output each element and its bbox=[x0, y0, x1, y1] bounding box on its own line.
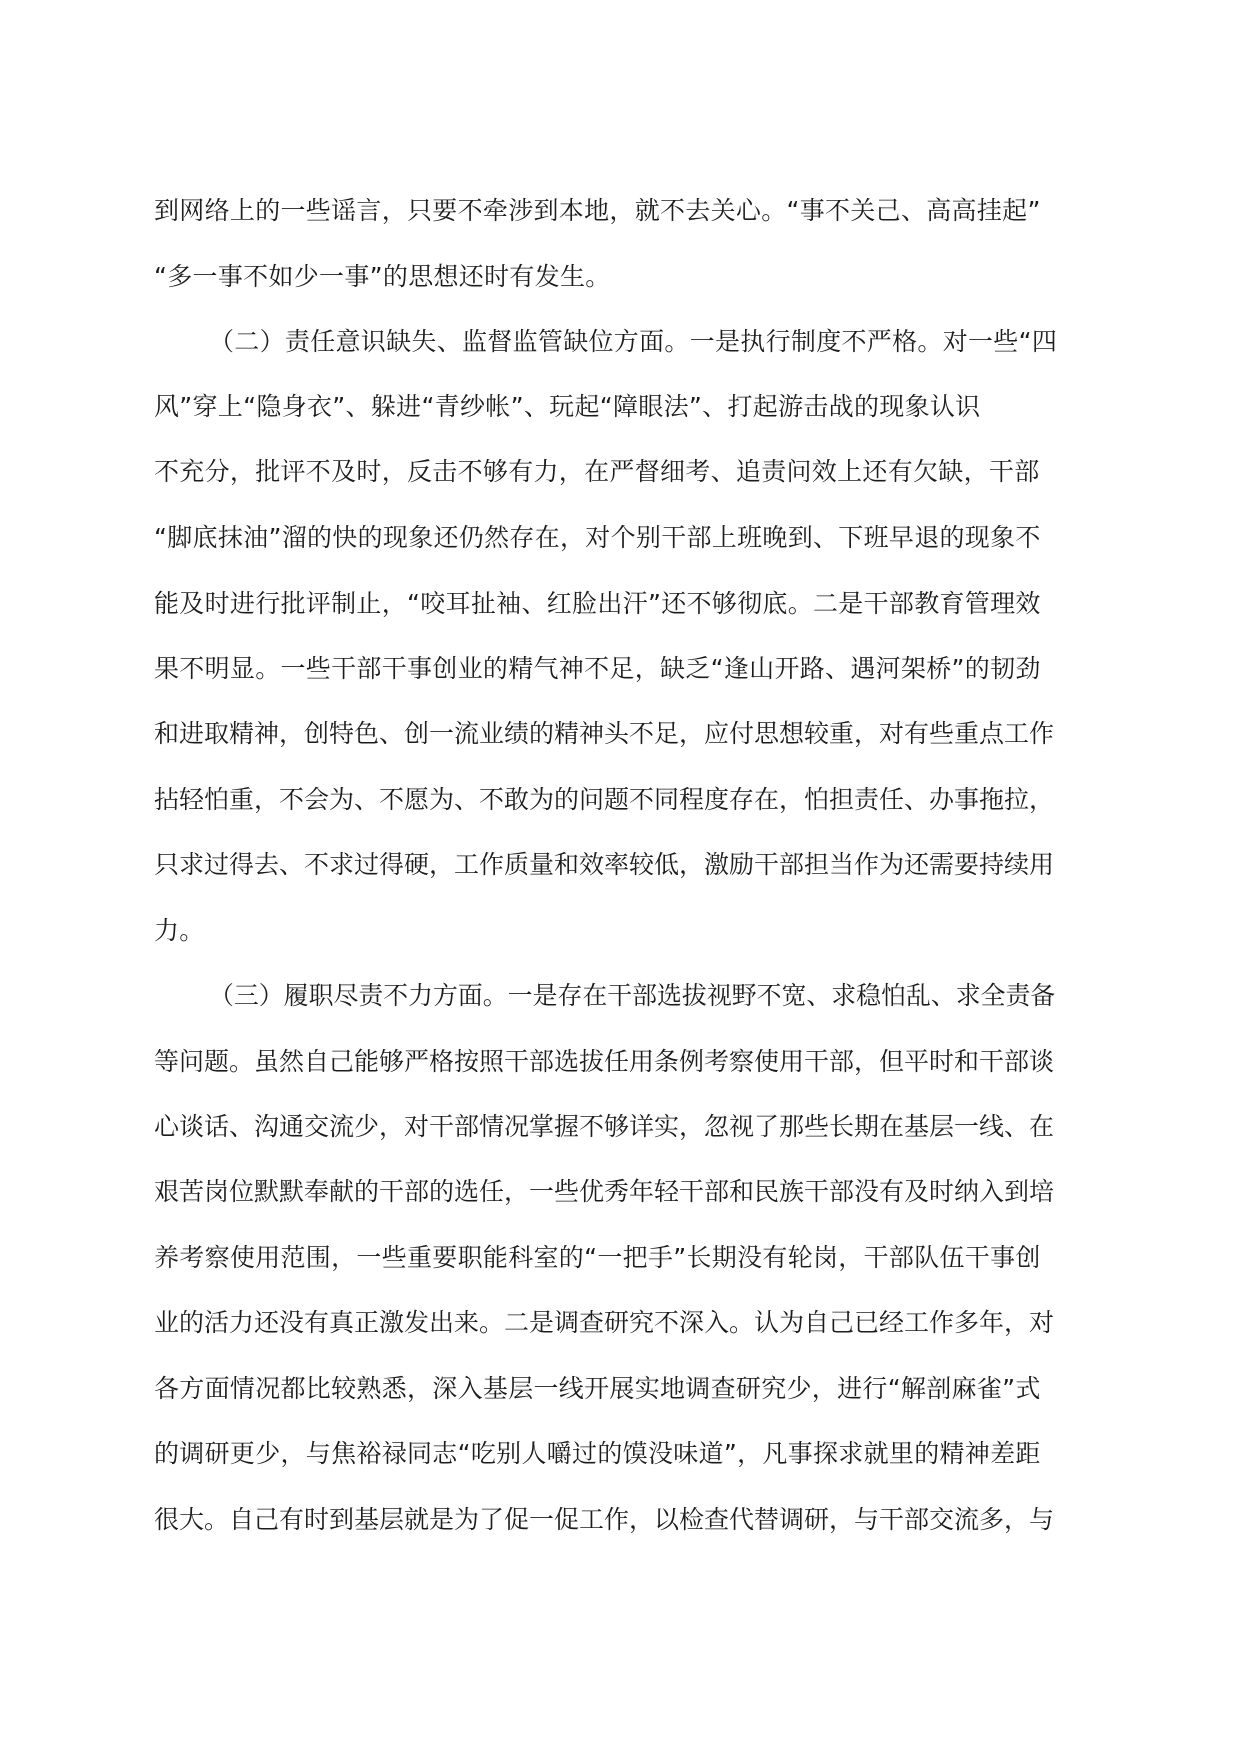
text-line-19: 各方面情况都比较熟悉，深入基层一线开展实地调查研究少，进行“解剖麻雀”式 bbox=[154, 1374, 1041, 1403]
text-line-16: 艰苦岗位默默奉献的干部的选任，一些优秀年轻干部和民族干部没有及时纳入到培 bbox=[154, 1177, 1055, 1206]
text-line-11: 只求过得去、不求过得硬，工作质量和效率较低，激励干部担当作为还需要持续用 bbox=[154, 850, 1055, 879]
text-line-21: 很大。自己有时到基层就是为了促一促工作，以检查代替调研，与干部交流多，与 bbox=[154, 1505, 1055, 1534]
text-line-20: 的调研更少，与焦裕禄同志“吃别人嚼过的馍没味道”，凡事探求就里的精神差距 bbox=[154, 1439, 1041, 1468]
text-line-13: （三）履职尽责不力方面。一是存在干部选拔视野不宽、求稳怕乱、求全责备 bbox=[209, 981, 1056, 1010]
text-line-8: 果不明显。一些干部干事创业的精气神不足，缺乏“逢山开路、遇河架桥”的韧劲 bbox=[154, 654, 1041, 683]
text-line-14: 等问题。虽然自己能够严格按照干部选拔任用条例考察使用干部，但平时和干部谈 bbox=[154, 1047, 1055, 1076]
text-line-5: 不充分，批评不及时，反击不够有力，在严督细考、追责问效上还有欠缺，干部 bbox=[154, 457, 1040, 486]
text-line-12: 力。 bbox=[154, 916, 205, 945]
text-line-18: 业的活力还没有真正激发出来。二是调查研究不深入。认为自己已经工作多年，对 bbox=[154, 1308, 1055, 1337]
text-line-9: 和进取精神，创特色、创一流业绩的精神头不足，应付思想较重，对有些重点工作 bbox=[154, 719, 1055, 748]
text-line-15: 心谈话、沟通交流少，对干部情况掌握不够详实，忽视了那些长期在基层一线、在 bbox=[154, 1112, 1055, 1141]
text-line-3: （二）责任意识缺失、监督监管缺位方面。一是执行制度不严格。对一些“四 bbox=[209, 327, 1058, 356]
text-line-10: 拈轻怕重，不会为、不愿为、不敢为的问题不同程度存在，怕担责任、办事拖拉， bbox=[154, 785, 1055, 814]
text-line-6: “脚底抹油”溜的快的现象还仍然存在，对个别干部上班晚到、下班早退的现象不 bbox=[154, 523, 1041, 552]
text-line-1: 到网络上的一些谣言，只要不牵涉到本地，就不去关心。“事不关己、高高挂起” bbox=[154, 196, 1041, 225]
text-line-2: “多一事不如少一事”的思想还时有发生。 bbox=[154, 262, 611, 291]
text-line-4: 风”穿上“隐身衣”、躲进“青纱帐”、玩起“障眼法”、打起游击战的现象认识 bbox=[154, 392, 981, 421]
text-line-7: 能及时进行批评制止，“咬耳扯袖、红脸出汗”还不够彻底。二是干部教育管理效 bbox=[154, 589, 1041, 618]
text-line-17: 养考察使用范围，一些重要职能科室的“一把手”长期没有轮岗，干部队伍干事创 bbox=[154, 1243, 1041, 1272]
